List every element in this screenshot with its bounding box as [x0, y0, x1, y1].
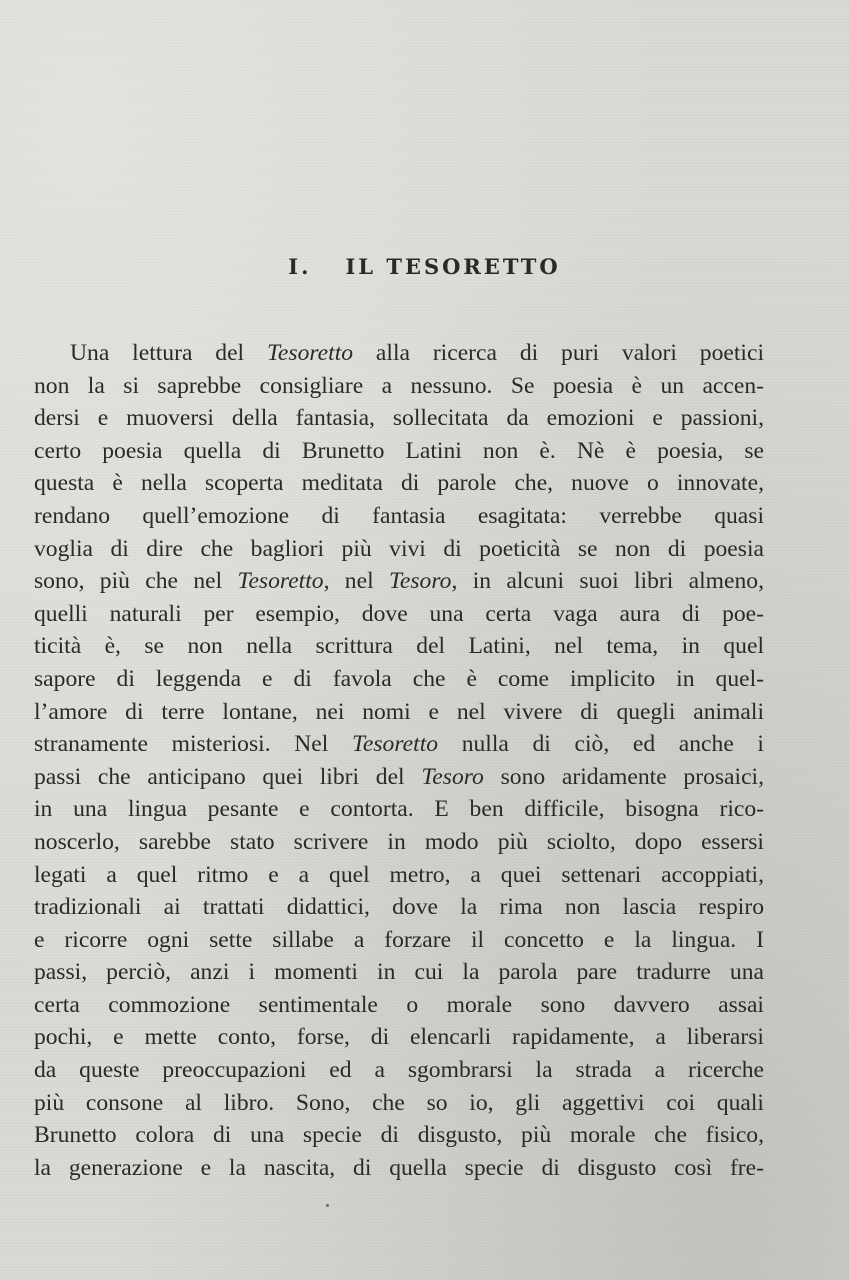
text-line: quelli naturali per esempio, dove una certa vaga aura di poe-: [34, 600, 764, 627]
body-paragraph: [34, 337, 764, 1184]
text-line: legati a quel ritmo e a quel metro, a quei settenari accoppiati,: [34, 861, 764, 888]
text-line: e ricorre ogni sette sillabe a forzare il concetto e la lingua. I: [34, 926, 764, 953]
chapter-title: IL TESORETTO: [345, 254, 561, 279]
text-line: passi, perciò, anzi i momenti in cui la parola pare tradurre una: [34, 959, 764, 986]
text-line: da queste preoccupazioni ed a sgombrarsi la strada a ricerche: [34, 1057, 764, 1084]
text-line: in una lingua pesante e contorta. E ben difficile, bisogna rico-: [34, 796, 764, 823]
text-line: più consone al libro. Sono, che so io, gli aggettivi coi quali: [34, 1089, 764, 1116]
text-line: noscerlo, sarebbe stato scrivere in modo più sciolto, dopo essersi: [34, 828, 764, 855]
text-line: dersi e muoversi della fantasia, sollecitata da emozioni e passioni,: [34, 405, 764, 432]
text-line: non la si saprebbe consigliare a nessuno. Se poesia è un accen-: [34, 372, 764, 399]
text-line: passi che anticipano quei libri del Tesoro sono aridamente prosaici,: [34, 763, 764, 790]
text-line: voglia di dire che bagliori più vivi di poeticità se non di poesia: [34, 535, 764, 562]
text-line: ticità è, se non nella scrittura del Latini, nel tema, in quel: [34, 633, 764, 660]
text-line: sapore di leggenda e di favola che è come implicito in quel-: [34, 665, 764, 692]
text-line: questa è nella scoperta meditata di parole che, nuove o innovate,: [34, 470, 764, 497]
text-line: rendano quell’emozione di fantasia esagitata: verrebbe quasi: [34, 502, 764, 529]
chapter-number: I.: [288, 254, 312, 279]
text-line: certo poesia quella di Brunetto Latini non è. Nè è poesia, se: [34, 437, 764, 464]
text-line: Una lettura del Tesoretto alla ricerca di puri valori poetici: [70, 340, 764, 366]
text-line: Brunetto colora di una specie di disgusto, più morale che fisico,: [34, 1122, 764, 1149]
ink-speck: [326, 1204, 329, 1207]
text-line: stranamente misteriosi. Nel Tesoretto nulla di ciò, ed anche i: [34, 731, 764, 758]
text-line: sono, più che nel Tesoretto, nel Tesoro, in alcuni suoi libri almeno,: [34, 568, 764, 595]
text-line: certa commozione sentimentale o morale sono davvero assai: [34, 991, 764, 1018]
text-line: l’amore di terre lontane, nei nomi e nel vivere di quegli animali: [34, 698, 764, 725]
text-line: pochi, e mette conto, forse, di elencarli rapidamente, a liberarsi: [34, 1024, 764, 1051]
text-line: la generazione e la nascita, di quella specie di disgusto così fre-: [34, 1154, 764, 1181]
text-line: tradizionali ai trattati didattici, dove la rima non lascia respiro: [34, 894, 764, 921]
chapter-heading: [0, 254, 849, 279]
